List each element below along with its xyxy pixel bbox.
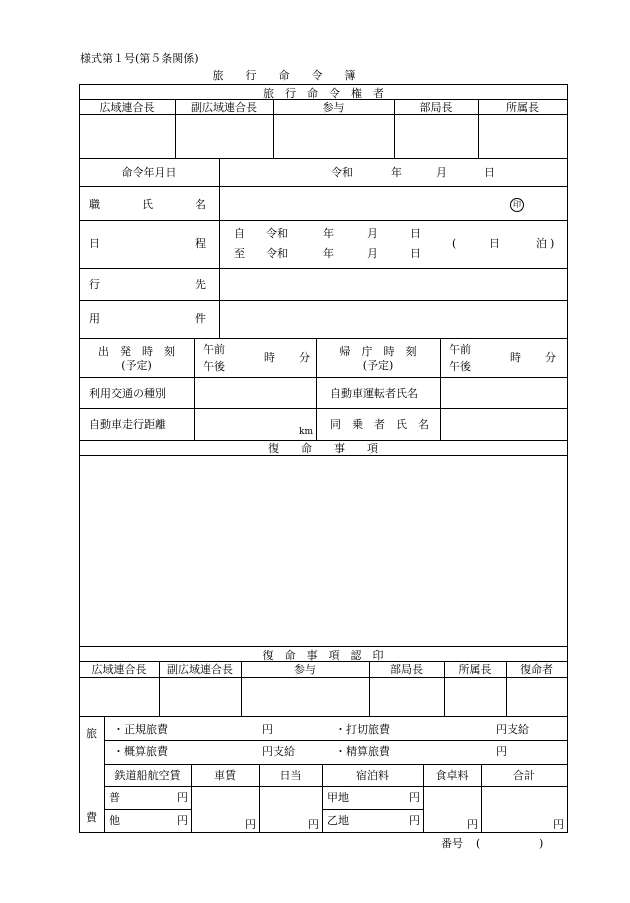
- lodging-class-a: 甲地: [327, 791, 349, 804]
- estimate-expense-unit: 円支給: [262, 745, 295, 758]
- expense-col-5: 食卓料: [435, 769, 469, 782]
- rail-ordinary-yen: 円: [177, 791, 188, 804]
- cutoff-expense-unit: 円支給: [496, 723, 529, 736]
- authority-col-1: 広域連合長: [99, 101, 155, 114]
- schedule-from-era: 令和: [266, 227, 288, 240]
- rail-ordinary: 普: [109, 791, 120, 804]
- expenses-side-top: 旅: [86, 727, 97, 740]
- settle-expense: ・精算旅費: [335, 745, 390, 758]
- authority-col-2: 副広域連合長: [191, 101, 257, 114]
- cutoff-expense: ・打切旅費: [335, 723, 390, 736]
- report-area[interactable]: [80, 456, 567, 646]
- seal-mark: 印: [510, 198, 524, 212]
- departure-sub: (予定): [121, 359, 152, 372]
- authority-col-4: 部局長: [419, 101, 453, 114]
- return-am: 午前: [449, 343, 471, 356]
- distance-label: 自動車走行距離: [89, 418, 166, 431]
- return-sub: (予定): [362, 359, 394, 372]
- business-label-a: 用: [89, 312, 100, 325]
- schedule-from-year: 年: [323, 227, 334, 240]
- expense-col-4: 宿泊料: [356, 769, 389, 782]
- schedule-from-month: 月: [367, 227, 378, 240]
- departure-hour: 時: [264, 351, 275, 364]
- authority-header: 旅 行 命 令 権 者: [263, 87, 384, 100]
- lodging-class-b: 乙地: [327, 814, 349, 827]
- approval-col-5: 所属長: [458, 663, 492, 676]
- rail-other-yen: 円: [177, 814, 188, 827]
- report-header: 復 命 事 項: [268, 442, 378, 455]
- number-open: (: [476, 837, 481, 850]
- departure-label: 出 発 時 刻: [98, 345, 175, 358]
- driver-label: 自動車運転者氏名: [330, 387, 418, 400]
- daily-allowance-yen: 円: [308, 818, 319, 831]
- schedule-to-month: 月: [367, 247, 378, 260]
- lodging-class-b-yen: 円: [409, 814, 420, 827]
- approval-col-6: 復命者: [520, 663, 553, 676]
- transport-label: 利用交通の種別: [89, 387, 166, 400]
- schedule-nights: 泊: [536, 237, 547, 250]
- return-pm: 午後: [449, 360, 471, 373]
- number-close: ): [539, 837, 544, 850]
- schedule-to-day: 日: [410, 247, 421, 260]
- business-label-b: 件: [195, 312, 206, 325]
- approval-col-3: 参与: [294, 663, 316, 676]
- expense-col-2: 車賃: [214, 769, 236, 782]
- return-hour: 時: [510, 351, 521, 364]
- authority-col-3: 参与: [322, 101, 345, 114]
- form-label: 様式第１号(第５条関係): [80, 52, 199, 65]
- schedule-label-a: 日: [89, 237, 100, 250]
- approval-col-1: 広域連合長: [91, 663, 147, 676]
- car-fare-yen: 円: [245, 818, 256, 831]
- expense-col-1: 鉄道船航空賃: [114, 769, 181, 782]
- settle-expense-unit: 円: [496, 745, 507, 758]
- schedule-label-b: 程: [195, 237, 206, 250]
- schedule-paren-close: ): [550, 237, 555, 250]
- expenses-side-bottom: 費: [86, 811, 97, 824]
- form-title: 旅 行 命 令 簿: [212, 69, 356, 82]
- destination-label-a: 行: [89, 278, 100, 291]
- schedule-to-era: 令和: [266, 247, 288, 260]
- total-yen: 円: [553, 818, 564, 831]
- lodging-class-a-yen: 円: [409, 791, 420, 804]
- return-minute: 分: [545, 351, 556, 364]
- departure-pm: 午後: [203, 360, 225, 373]
- order-date-day: 日: [484, 166, 495, 179]
- regular-expense: ・正規旅費: [113, 723, 168, 736]
- distance-unit: km: [299, 427, 313, 437]
- schedule-to: 至: [234, 247, 245, 260]
- name-label-c: 名: [195, 198, 206, 211]
- rail-other: 他: [109, 814, 120, 827]
- return-label: 帰 庁 時 刻: [339, 345, 417, 358]
- order-date-label: 命令年月日: [121, 166, 177, 179]
- expense-col-6: 合計: [513, 769, 535, 782]
- estimate-expense: ・概算旅費: [113, 745, 168, 758]
- departure-minute: 分: [299, 351, 310, 364]
- approval-header: 復 命 事 項 認 印: [262, 649, 384, 662]
- order-date-year: 年: [391, 166, 402, 179]
- schedule-paren-open: (: [452, 237, 457, 250]
- meal-yen: 円: [467, 818, 478, 831]
- approval-col-4: 部局長: [390, 663, 423, 676]
- departure-am: 午前: [203, 343, 225, 356]
- order-date-month: 月: [436, 166, 447, 179]
- schedule-from-day: 日: [410, 227, 421, 240]
- name-label-b: 氏: [142, 198, 153, 211]
- companions-label: 同 乗 者 氏 名: [330, 418, 429, 431]
- schedule-days: 日: [489, 237, 500, 250]
- order-date-era: 令和: [331, 166, 353, 179]
- expense-col-3: 日当: [279, 769, 302, 782]
- schedule-from: 自: [234, 227, 245, 240]
- approval-col-2: 副広域連合長: [167, 663, 233, 676]
- regular-expense-unit: 円: [262, 723, 273, 736]
- authority-col-5: 所属長: [506, 101, 539, 114]
- number-label: 番号: [441, 837, 463, 850]
- schedule-to-year: 年: [323, 247, 334, 260]
- name-label-a: 職: [89, 198, 100, 211]
- destination-label-b: 先: [195, 278, 206, 291]
